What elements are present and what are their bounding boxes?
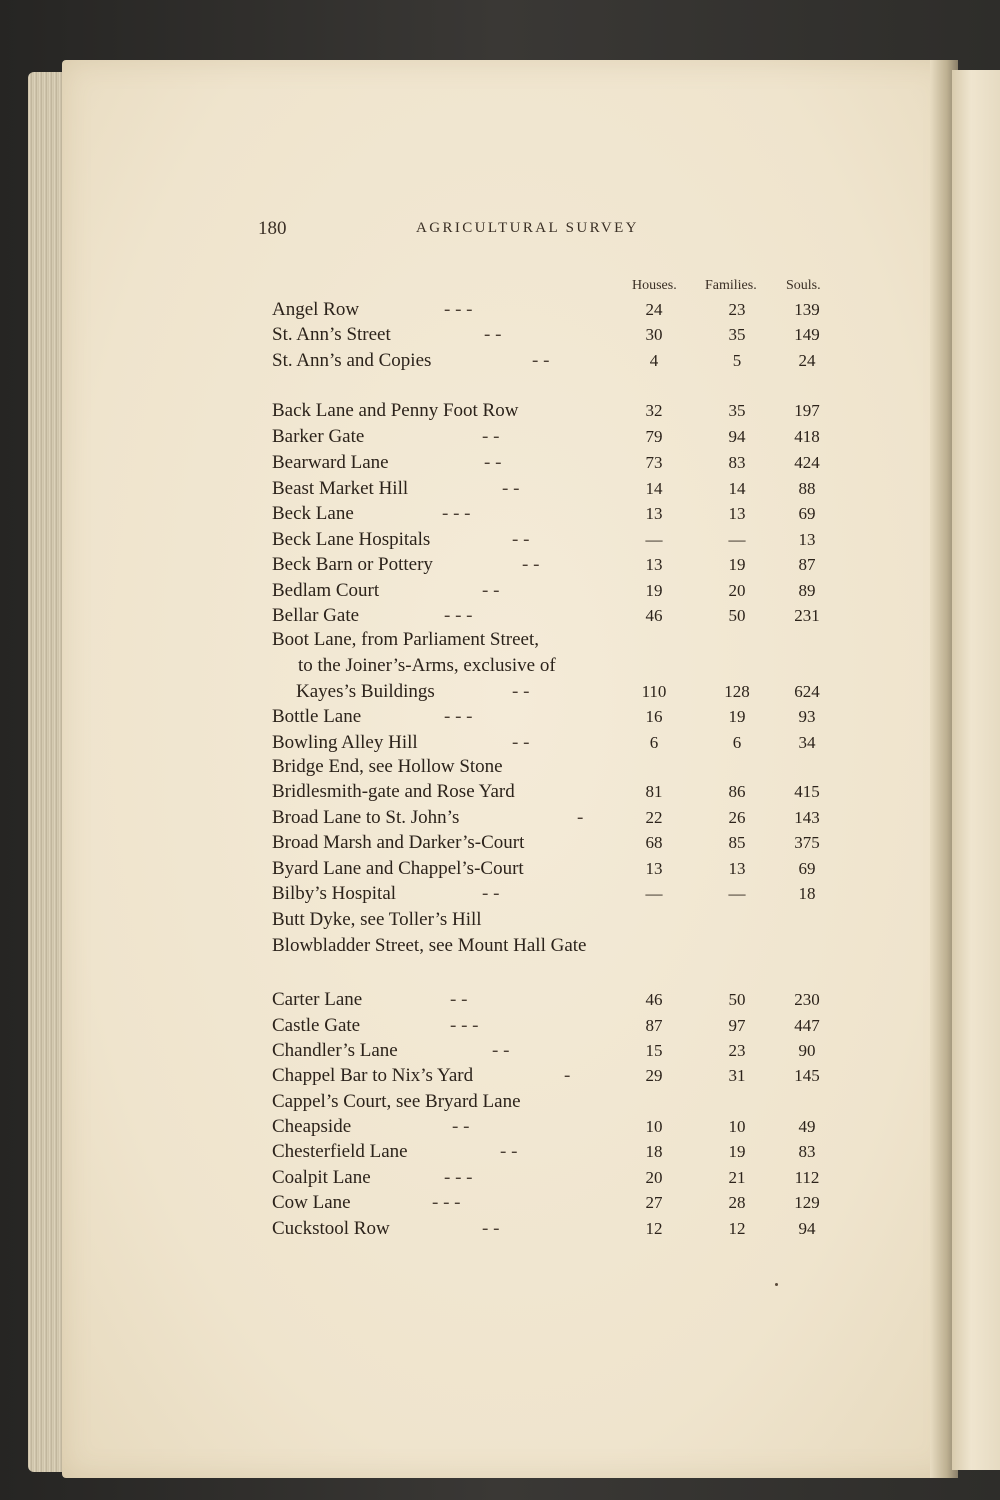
families-value: 23 xyxy=(728,300,746,319)
houses-value: 24 xyxy=(645,300,663,319)
table-row xyxy=(272,730,832,756)
ink-speck xyxy=(775,1283,778,1286)
houses-value: 29 xyxy=(645,1066,663,1085)
leader-dashes: - - xyxy=(482,580,500,601)
houses-value: 20 xyxy=(645,1168,663,1187)
leader-dashes: - - - xyxy=(432,1192,461,1213)
houses-value: 46 xyxy=(645,990,663,1009)
houses-value: 15 xyxy=(645,1041,663,1060)
table-row xyxy=(272,1139,832,1165)
table-row xyxy=(272,348,832,374)
families-value: 12 xyxy=(728,1219,746,1238)
families-value: 128 xyxy=(724,682,750,701)
houses-value: 73 xyxy=(645,453,663,472)
street-name: Cow Lane xyxy=(272,1192,351,1213)
houses-value: 46 xyxy=(645,606,663,625)
souls-value: 94 xyxy=(798,1219,816,1238)
souls-value: 424 xyxy=(794,453,820,472)
leader-dashes: - - xyxy=(532,350,550,371)
leader-dashes: - - xyxy=(512,681,530,702)
families-value: 19 xyxy=(728,707,746,726)
souls-value: 89 xyxy=(798,581,816,600)
souls-value: 139 xyxy=(794,300,820,319)
street-name: Bowling Alley Hill xyxy=(272,732,418,753)
houses-value: 81 xyxy=(645,782,663,801)
souls-value: 447 xyxy=(794,1016,820,1035)
table-row xyxy=(272,603,832,629)
houses-value: 16 xyxy=(645,707,663,726)
table-row xyxy=(272,881,832,907)
families-value: 13 xyxy=(728,504,746,523)
souls-value: 415 xyxy=(794,782,820,801)
houses-value: 27 xyxy=(645,1193,663,1212)
page-number: 180 xyxy=(258,218,287,239)
leader-dashes: - - xyxy=(522,554,540,575)
street-name: Barker Gate xyxy=(272,426,365,447)
leader-dashes: - - xyxy=(482,426,500,447)
families-value: — xyxy=(728,884,746,903)
souls-value: 112 xyxy=(794,1168,820,1187)
families-value: 94 xyxy=(728,427,746,446)
leader-dashes: - - xyxy=(482,1218,500,1239)
table-row xyxy=(272,450,832,476)
table-row xyxy=(272,297,832,323)
families-value: 14 xyxy=(728,479,746,498)
leader-dashes: - - xyxy=(512,732,530,753)
families-value: 13 xyxy=(728,859,746,878)
families-value: 10 xyxy=(728,1117,746,1136)
table-row xyxy=(272,933,832,959)
houses-value: 79 xyxy=(645,427,663,446)
leader-dashes: - - - xyxy=(444,299,473,320)
souls-value: 24 xyxy=(798,351,816,370)
street-name: Blowbladder Street, see Mount Hall Gate xyxy=(272,935,587,956)
table-row xyxy=(272,987,832,1013)
families-value: 83 xyxy=(728,453,746,472)
families-value: 19 xyxy=(728,1142,746,1161)
houses-value: — xyxy=(645,530,663,549)
street-name: St. Ann’s and Copies xyxy=(272,350,432,371)
families-value: — xyxy=(728,530,746,549)
table-row xyxy=(272,1114,832,1140)
families-value: 19 xyxy=(728,555,746,574)
street-name: Beast Market Hill xyxy=(272,478,409,499)
souls-value: 231 xyxy=(794,606,820,625)
souls-value: 145 xyxy=(794,1066,820,1085)
souls-value: 88 xyxy=(798,479,816,498)
street-name: Butt Dyke, see Toller’s Hill xyxy=(272,909,482,930)
leader-dashes: - - xyxy=(450,989,468,1010)
houses-value: 6 xyxy=(649,733,659,752)
houses-value: 14 xyxy=(645,479,663,498)
street-name: Byard Lane and Chappel’s-Court xyxy=(272,858,524,879)
souls-value: 18 xyxy=(798,884,816,903)
families-value: 21 xyxy=(728,1168,746,1187)
leader-dashes: - - - xyxy=(444,1167,473,1188)
table-row xyxy=(272,1165,832,1191)
souls-value: 49 xyxy=(798,1117,816,1136)
houses-value: 13 xyxy=(645,555,663,574)
families-value: 20 xyxy=(728,581,746,600)
street-name: Beck Barn or Pottery xyxy=(272,554,433,575)
souls-value: 197 xyxy=(794,401,820,420)
column-header-souls: Souls. xyxy=(786,278,821,293)
souls-value: 69 xyxy=(798,859,816,878)
souls-value: 13 xyxy=(798,530,816,549)
table-row xyxy=(272,1063,832,1089)
souls-value: 375 xyxy=(794,833,820,852)
table-row xyxy=(272,805,832,831)
leader-dashes: - - xyxy=(500,1141,518,1162)
table-row xyxy=(272,424,832,450)
table-row xyxy=(272,704,832,730)
houses-value: 30 xyxy=(645,325,663,344)
street-name: Cappel’s Court, see Bryard Lane xyxy=(272,1091,521,1112)
street-name: Angel Row xyxy=(272,299,360,320)
leader-dashes: - - xyxy=(484,452,502,473)
street-name: Broad Marsh and Darker’s-Court xyxy=(272,832,525,853)
table-row xyxy=(272,830,832,856)
street-name: Chesterfield Lane xyxy=(272,1141,408,1162)
leader-dashes: - xyxy=(564,1065,571,1086)
houses-value: 13 xyxy=(645,859,663,878)
souls-value: 87 xyxy=(798,555,816,574)
houses-value: 13 xyxy=(645,504,663,523)
table-row-continuation xyxy=(298,653,858,679)
souls-value: 230 xyxy=(794,990,820,1009)
table-row xyxy=(272,1013,832,1039)
table-row xyxy=(272,907,832,933)
running-title: AGRICULTURAL SURVEY xyxy=(416,220,639,236)
leader-dashes: - - - xyxy=(442,503,471,524)
souls-value: 418 xyxy=(794,427,820,446)
street-name: St. Ann’s Street xyxy=(272,324,391,345)
families-value: 6 xyxy=(732,733,742,752)
families-value: 28 xyxy=(728,1193,746,1212)
leader-dashes: - - xyxy=(452,1116,470,1137)
leader-dashes: - xyxy=(577,807,584,828)
houses-value: — xyxy=(645,884,663,903)
houses-value: 32 xyxy=(645,401,663,420)
street-name: Chandler’s Lane xyxy=(272,1040,398,1061)
families-value: 5 xyxy=(732,351,742,370)
table-row xyxy=(272,527,832,553)
table-row xyxy=(272,476,832,502)
souls-value: 129 xyxy=(794,1193,820,1212)
souls-value: 624 xyxy=(794,682,820,701)
souls-value: 34 xyxy=(798,733,816,752)
table-row xyxy=(272,856,832,882)
families-value: 85 xyxy=(728,833,746,852)
street-name: Broad Lane to St. John’s xyxy=(272,807,460,828)
houses-value: 4 xyxy=(649,351,659,370)
facing-page-edge xyxy=(952,70,1000,1470)
leader-dashes: - - xyxy=(484,324,502,345)
street-name: Bedlam Court xyxy=(272,580,380,601)
souls-value: 90 xyxy=(798,1041,816,1060)
table-row xyxy=(272,578,832,604)
street-name: Kayes’s Buildings xyxy=(296,681,435,702)
souls-value: 143 xyxy=(794,808,820,827)
families-value: 35 xyxy=(728,325,746,344)
families-value: 26 xyxy=(728,808,746,827)
table-row xyxy=(272,501,832,527)
table-row xyxy=(272,322,832,348)
table-row xyxy=(272,627,832,653)
families-value: 97 xyxy=(728,1016,746,1035)
houses-value: 12 xyxy=(645,1219,663,1238)
street-name: Chappel Bar to Nix’s Yard xyxy=(272,1065,474,1086)
street-name: Back Lane and Penny Foot Row xyxy=(272,400,519,421)
houses-value: 19 xyxy=(645,581,663,600)
table-row xyxy=(272,679,832,705)
leader-dashes: - - xyxy=(492,1040,510,1061)
street-name: to the Joiner’s-Arms, exclusive of xyxy=(298,655,556,676)
houses-value: 68 xyxy=(645,833,663,852)
table-row xyxy=(272,1089,832,1115)
street-name: Bilby’s Hospital xyxy=(272,883,397,904)
street-name: Carter Lane xyxy=(272,989,363,1010)
souls-value: 69 xyxy=(798,504,816,523)
leader-dashes: - - xyxy=(502,478,520,499)
street-name: Boot Lane, from Parliament Street, xyxy=(272,629,539,650)
street-name: Bridlesmith-gate and Rose Yard xyxy=(272,781,515,802)
street-name: Bridge End, see Hollow Stone xyxy=(272,756,503,777)
houses-value: 18 xyxy=(645,1142,663,1161)
column-header-families: Families. xyxy=(705,278,757,293)
families-value: 50 xyxy=(728,990,746,1009)
souls-value: 149 xyxy=(794,325,820,344)
column-header-houses: Houses. xyxy=(632,278,677,293)
table-row xyxy=(272,398,832,424)
families-value: 50 xyxy=(728,606,746,625)
souls-value: 83 xyxy=(798,1142,816,1161)
families-value: 86 xyxy=(728,782,746,801)
souls-value: 93 xyxy=(798,707,816,726)
table-row xyxy=(272,1038,832,1064)
street-name: Beck Lane xyxy=(272,503,354,524)
table-row xyxy=(272,1190,832,1216)
families-value: 23 xyxy=(728,1041,746,1060)
leader-dashes: - - xyxy=(482,883,500,904)
table-row xyxy=(272,779,832,805)
leader-dashes: - - - xyxy=(444,706,473,727)
houses-value: 22 xyxy=(645,808,663,827)
houses-value: 110 xyxy=(641,682,667,701)
families-value: 31 xyxy=(728,1066,746,1085)
street-name: Bearward Lane xyxy=(272,452,389,473)
houses-value: 10 xyxy=(645,1117,663,1136)
street-name: Bellar Gate xyxy=(272,605,360,626)
street-name: Bottle Lane xyxy=(272,706,362,727)
table-row xyxy=(272,552,832,578)
houses-value: 87 xyxy=(645,1016,663,1035)
street-name: Cheapside xyxy=(272,1116,352,1137)
page-header xyxy=(258,218,698,248)
street-name: Coalpit Lane xyxy=(272,1167,371,1188)
families-value: 35 xyxy=(728,401,746,420)
table-row xyxy=(272,1216,832,1242)
street-name: Cuckstool Row xyxy=(272,1218,390,1239)
leader-dashes: - - xyxy=(512,529,530,550)
table-row xyxy=(272,754,832,780)
leader-dashes: - - - xyxy=(450,1015,479,1036)
street-name: Castle Gate xyxy=(272,1015,361,1036)
leader-dashes: - - - xyxy=(444,605,473,626)
street-name: Beck Lane Hospitals xyxy=(272,529,431,550)
